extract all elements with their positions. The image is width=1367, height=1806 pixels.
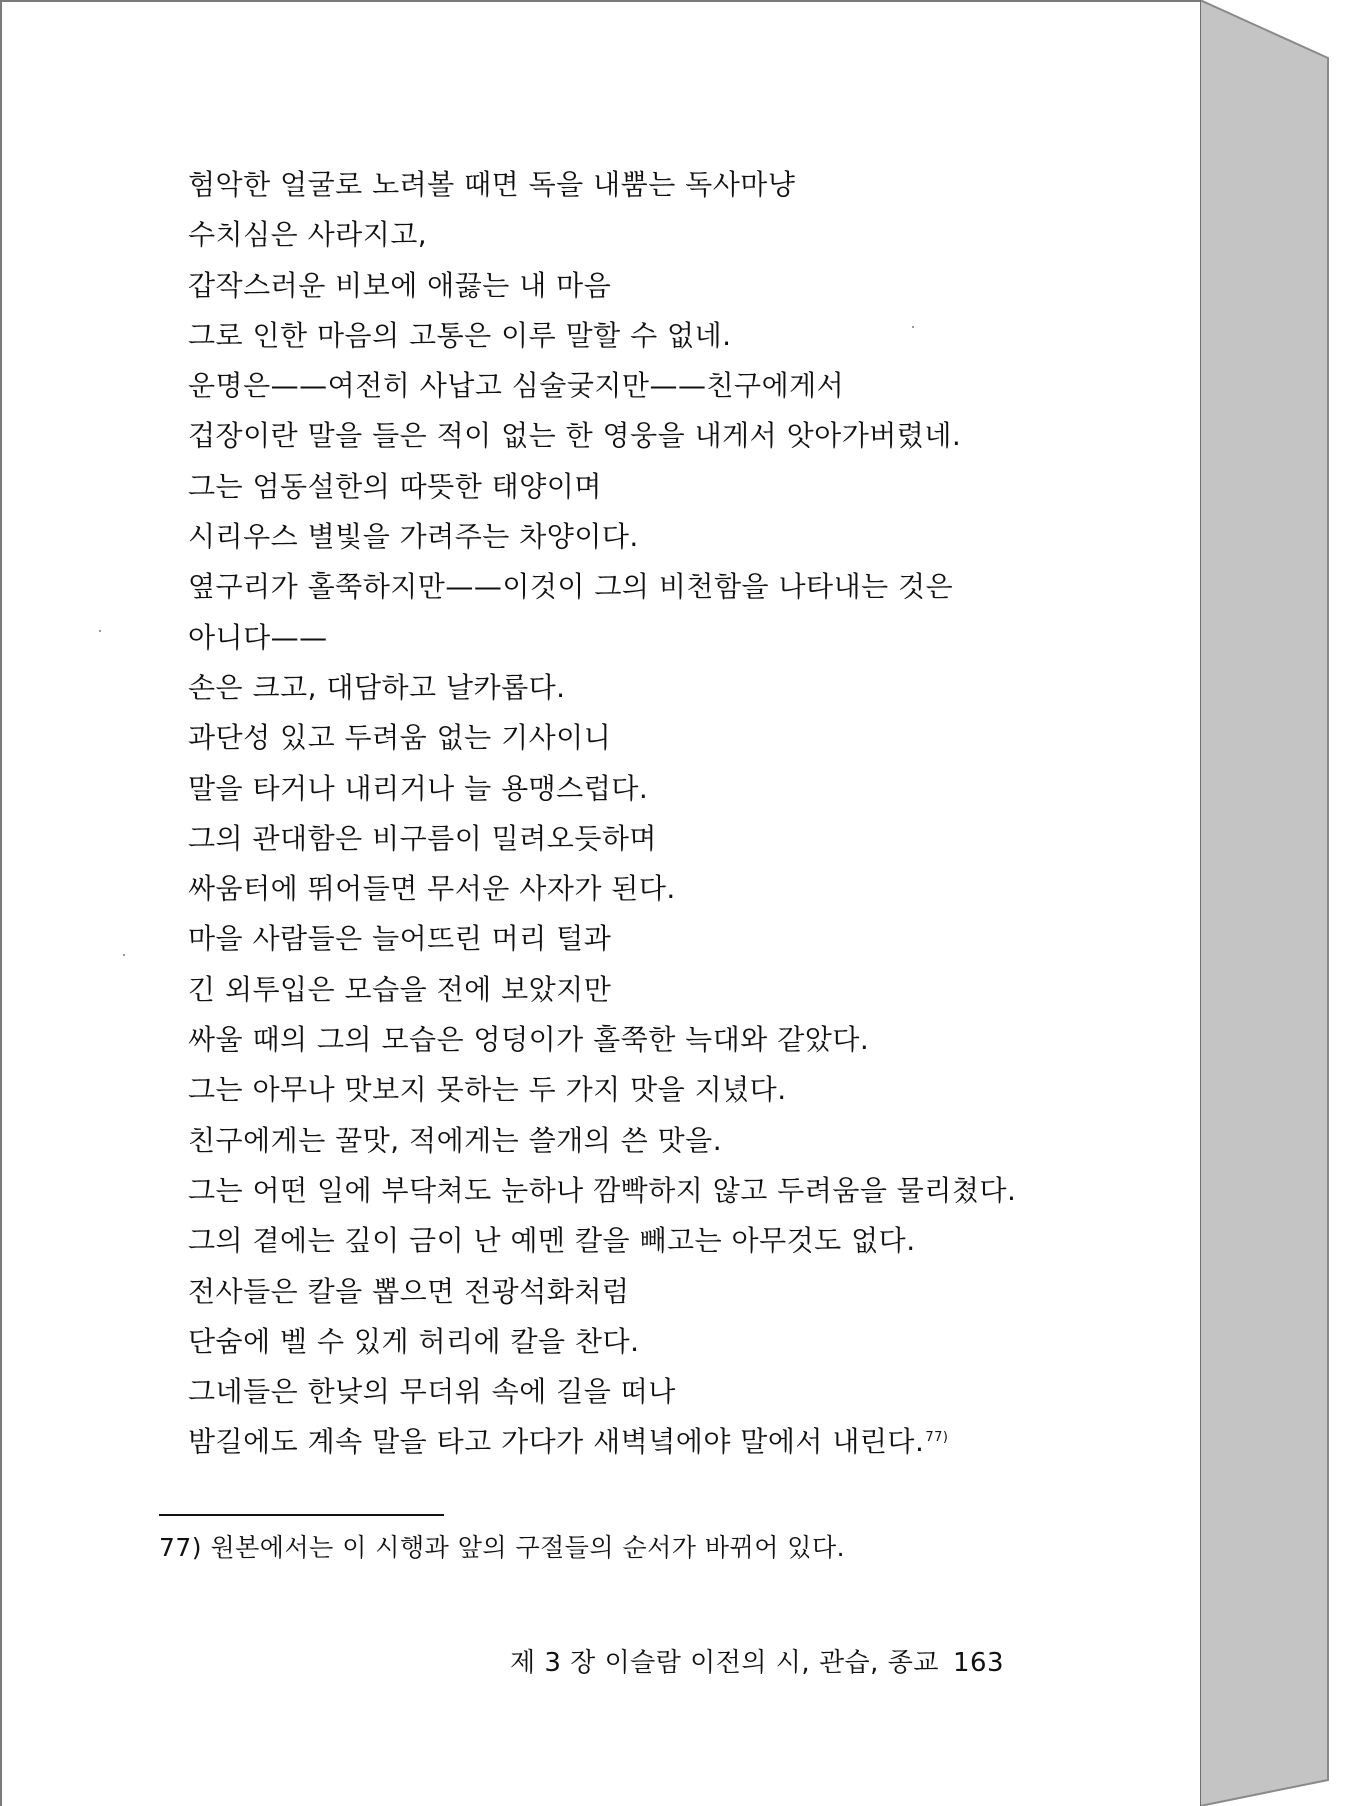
footnote-77: 77) 원본에서는 이 시행과 앞의 구절들의 순서가 바뀌어 있다. [159,1533,846,1562]
poem-line: 전사들은 칼을 뽑으면 전광석화처럼 [188,1274,630,1308]
poem-line: 그로 인한 마음의 고통은 이루 말할 수 없네. [188,318,732,352]
poem-line: 옆구리가 홀쭉하지만——이것이 그의 비천함을 나타내는 것은 [188,570,954,604]
poem-line: 마을 사람들은 늘어뜨린 머리 털과 [188,922,612,956]
poem-line: 그의 곁에는 깊이 금이 난 예멘 칼을 빼고는 아무것도 없다. [188,1224,916,1258]
poem-line-last [188,1417,1148,1467]
poem-line: 그는 아무나 맛보지 못하는 두 가지 맛을 지녔다. [188,1073,787,1107]
poem-line: 과단성 있고 두려움 없는 기사이니 [188,721,612,755]
book-edge-shape [1200,0,1330,1806]
poem-line: 갑작스러운 비보에 애끓는 내 마음 [188,268,612,302]
scan-speck [99,630,101,632]
chapter-title: 제 3 장 이슬람 이전의 시, 관습, 종교 [510,1648,939,1678]
running-footer [510,1642,1004,1679]
footnote-reference: 77) [925,1430,949,1446]
poem-line: 아니다—— [188,620,328,654]
poem-line: 싸울 때의 그의 모습은 엉덩이가 홀쭉한 늑대와 같았다. [188,1023,870,1057]
poem-line: 수치심은 사라지고, [188,218,428,252]
footnote-divider [159,1514,444,1516]
poem-line: 단숨에 벨 수 있게 허리에 칼을 찬다. [188,1324,640,1358]
poem-line: 친구에게는 꿀맛, 적에게는 쓸개의 쓴 맛을. [188,1123,723,1157]
poem-body [188,160,1148,1468]
scan-speck [123,954,125,956]
poem-line: 긴 외투입은 모습을 전에 보았지만 [188,972,612,1006]
poem-line: 겁장이란 말을 들은 적이 없는 한 영웅을 내게서 앗아가버렸네. [188,419,962,453]
poem-line: 운명은——여전히 사납고 심술궂지만——친구에게서 [188,369,845,403]
poem-line: 험악한 얼굴로 노려볼 때면 독을 내뿜는 독사마냥 [188,168,796,201]
poem-line: 싸움터에 뛰어들면 무서운 사자가 된다. [188,872,676,906]
poem-line: 손은 크고, 대담하고 날카롭다. [188,670,566,704]
poem-line: 말을 타거나 내리거나 늘 용맹스럽다. [188,771,649,805]
page-number: 163 [952,1648,1005,1678]
poem-line: 그의 관대함은 비구름이 밀려오듯하며 [188,821,657,855]
scan-speck [912,326,914,328]
book-side-edge [1200,0,1330,1806]
poem-line: 그네들은 한낮의 무더위 속에 길을 떠나 [188,1375,676,1409]
poem-line: 시리우스 별빛을 가려주는 차양이다. [188,520,639,554]
poem-line-last-text: 밤길에도 계속 말을 타고 가다가 새벽녘에야 말에서 내린다. [188,1425,925,1459]
poem-line: 그는 어떤 일에 부닥쳐도 눈하나 깜빡하지 않고 두려움을 물리쳤다. [188,1173,1017,1207]
poem-line: 그는 엄동설한의 따뜻한 태양이며 [188,469,602,503]
